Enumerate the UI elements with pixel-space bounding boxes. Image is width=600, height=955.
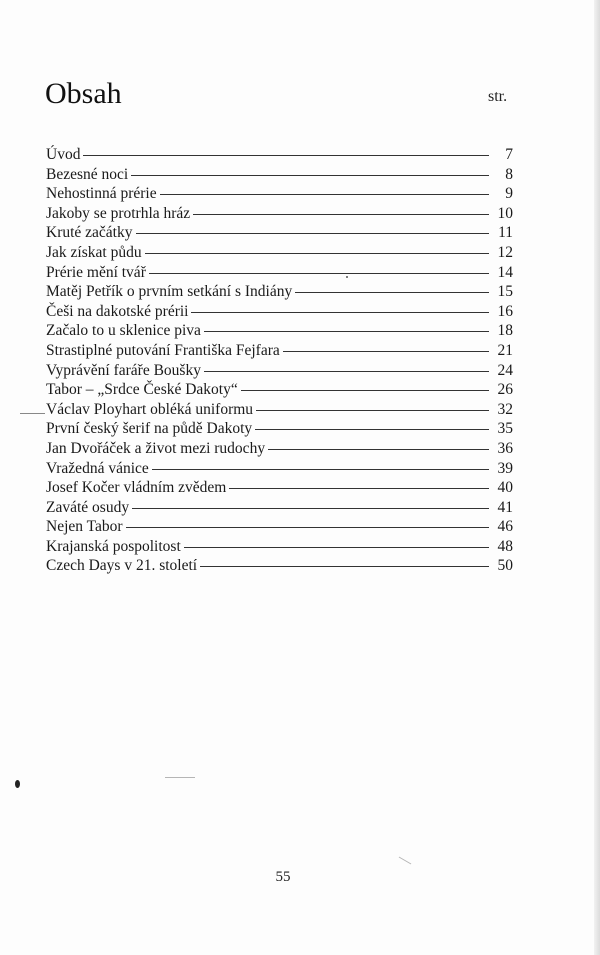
toc-entry-page: 41 [497,498,513,516]
toc-entry-title: Prérie mění tvář [46,263,146,281]
toc-entry [46,243,513,263]
toc-entry-title: Bezesné noci [46,165,129,183]
toc-entry-title: Začalo to u sklenice piva [46,322,201,340]
toc-leader-line [229,488,489,489]
toc-leader-line [193,214,489,215]
toc-entry-title: Jan Dvořáček a život mezi rudochy [46,439,266,457]
toc-entry [46,478,513,498]
toc-entry-page: 15 [497,283,513,301]
toc-entry-page: 14 [497,263,513,281]
toc-leader-line [126,527,489,528]
toc-entry-title: Krajanská pospolitost [46,537,181,555]
toc-entry [46,361,513,381]
page-column-label: str. [488,88,508,105]
toc-entry-title: Češi na dakotské prérii [46,302,189,320]
toc-entry-page: 18 [497,322,513,340]
toc-entry-page: 7 [505,146,513,163]
toc-entry-title: Matěj Petřík o prvním setkání s Indiány [46,283,293,301]
toc-entry [46,517,513,537]
toc-entry-title: Zaváté osudy [46,498,130,516]
toc-entry [46,439,513,459]
toc-leader-line [283,351,489,352]
toc-leader-line [184,547,489,548]
toc-leader-line [204,331,489,332]
toc-entry [46,380,513,400]
toc-entry [46,282,513,302]
toc-entry-page: 24 [497,361,513,379]
toc-entry-page: 16 [497,302,513,320]
toc-entry-title: První český šerif na půdě Dakoty [46,420,253,438]
toc-entry-page: 48 [497,537,513,555]
toc-leader-line [191,312,489,313]
toc-leader-line [152,469,489,470]
toc-entry-page: 35 [497,420,513,438]
toc-leader-line [200,566,489,567]
toc-entry-title: Václav Ployhart obléká uniformu [46,400,254,418]
toc-entry-page: 50 [497,557,513,575]
toc-entry-page: 46 [497,518,513,536]
toc-entry-page: 32 [497,400,513,418]
scan-speck [346,276,348,278]
toc-entry [46,556,513,576]
toc-leader-line [255,429,489,430]
toc-leader-line [149,273,489,274]
toc-leader-line [241,390,489,391]
table-of-contents [46,145,513,576]
toc-entry-title: Nejen Tabor [46,518,123,536]
page-edge-shadow [594,0,600,955]
toc-entry-title: Vyprávění faráře Boušky [46,361,201,379]
toc-entry [46,204,513,224]
toc-leader-line [136,233,490,234]
toc-entry [46,341,513,361]
toc-entry [46,145,513,165]
toc-entry [46,459,513,479]
scan-speck [15,780,20,788]
toc-entry-title: Jak získat půdu [46,243,142,261]
toc-entry-page: 8 [505,165,513,183]
toc-leader-line [131,175,489,176]
toc-entry-page: 9 [505,185,513,203]
toc-entry-page: 11 [498,224,513,242]
toc-entry-page: 26 [497,381,513,399]
toc-entry-title: Jakoby se protrhla hráz [46,204,191,222]
toc-entry [46,223,513,243]
toc-entry-title: Vražedná vánice [46,459,149,477]
page-number: 55 [275,869,291,885]
toc-entry-title: Nehostinná prérie [46,185,157,203]
toc-entry-title: Strastiplné putování Františka Fejfara [46,341,280,359]
toc-entry-page: 21 [497,341,513,359]
toc-entry-title: Úvod [46,146,81,163]
scan-scratch [20,413,45,414]
toc-entry [46,165,513,185]
toc-entry [46,419,513,439]
toc-entry-page: 12 [497,243,513,261]
scan-scratch [399,857,412,865]
toc-entry-page: 40 [497,479,513,497]
toc-entry-title: Tabor – „Srdce České Dakoty“ [46,381,238,399]
toc-entry-page: 36 [497,439,513,457]
page-title: Obsah [45,77,122,110]
toc-entry [46,263,513,283]
toc-leader-line [204,371,489,372]
toc-entry-title: Kruté začátky [46,224,133,242]
toc-entry-title: Josef Kočer vládním zvědem [46,479,227,497]
toc-leader-line [160,194,489,195]
toc-entry-page: 10 [497,204,513,222]
toc-leader-line [83,155,489,156]
toc-leader-line [145,253,489,254]
toc-entry [46,498,513,518]
toc-entry [46,302,513,322]
toc-entry [46,537,513,557]
toc-leader-line [268,449,489,450]
toc-leader-line [132,508,489,509]
toc-entry [46,184,513,204]
toc-entry-page: 39 [497,459,513,477]
toc-entry [46,321,513,341]
scan-scratch [165,777,195,778]
toc-leader-line [256,410,489,411]
toc-entry [46,400,513,420]
toc-leader-line [295,292,489,293]
toc-entry-title: Czech Days v 21. století [46,557,198,575]
